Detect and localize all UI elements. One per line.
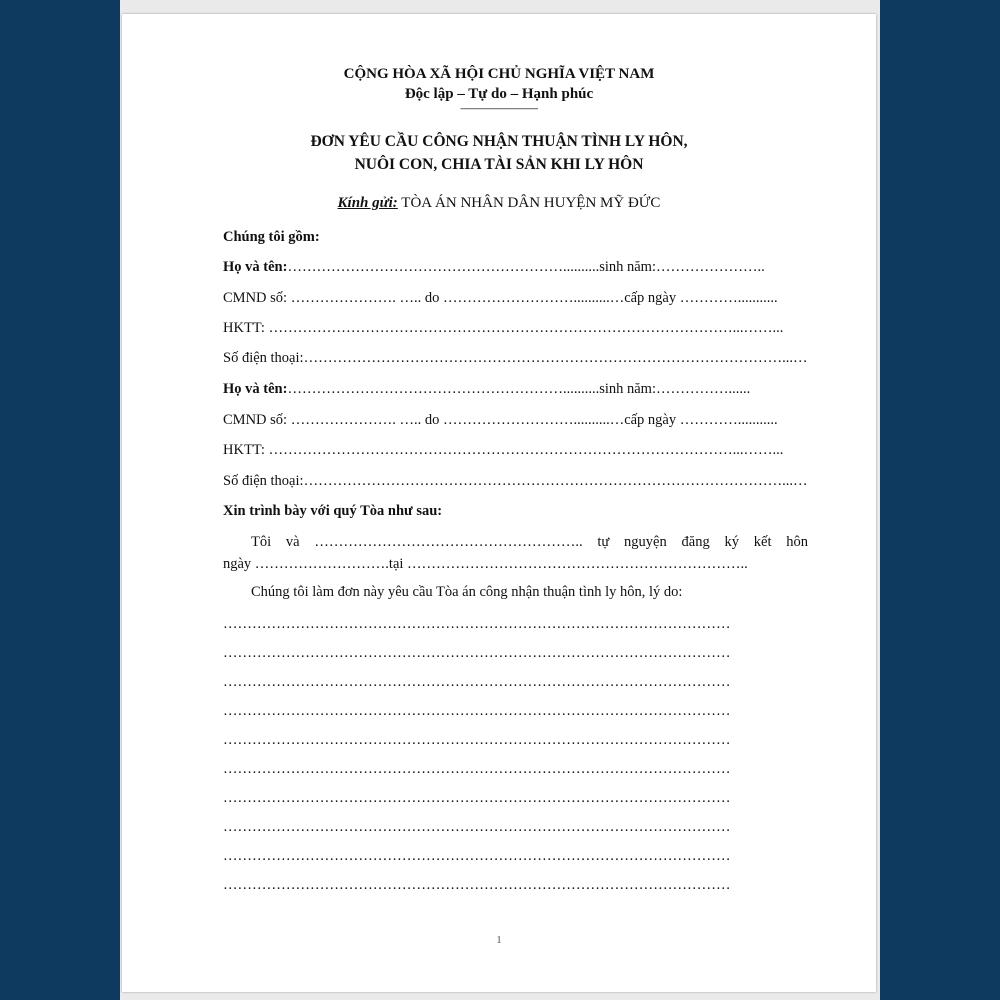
document-title-line2: NUÔI CON, CHIA TÀI SẢN KHI LY HÔN bbox=[354, 156, 644, 173]
header-separator: ------------------------------- bbox=[460, 103, 538, 113]
person2-birth-field[interactable]: ……………...... bbox=[655, 381, 751, 397]
person1-do-label: do bbox=[421, 290, 443, 306]
person1-name-field[interactable]: ………………………………………………….......... bbox=[287, 259, 600, 275]
paragraph1-line1: Tôi và ……………………………………………….. tự nguyện đăng ký kết hôn bbox=[251, 534, 808, 550]
person2-do-label: do bbox=[421, 412, 443, 428]
person2-name-row bbox=[223, 380, 808, 398]
person2-issue-label: cấp ngày bbox=[624, 412, 680, 428]
recipient-value: TÒA ÁN NHÂN DÂN HUYỆN MỸ ĐỨC bbox=[397, 195, 661, 211]
person1-do-field[interactable]: ………………………..........… bbox=[442, 290, 625, 306]
person1-name-label: Họ và tên: bbox=[223, 259, 288, 275]
person2-phone-field[interactable]: ………………………………………………………………………………………...… bbox=[303, 473, 808, 489]
person2-address-row bbox=[223, 441, 808, 459]
person1-issue-field[interactable]: …………........... bbox=[679, 290, 778, 306]
person2-birth-label: sinh năm: bbox=[599, 381, 656, 397]
person2-name-label: Họ và tên: bbox=[223, 381, 288, 397]
person1-address-field[interactable]: ……………………………………………………………………………………...……... bbox=[268, 320, 784, 336]
person2-phone-row bbox=[223, 472, 808, 490]
person2-do-field[interactable]: ………………………..........… bbox=[442, 412, 625, 428]
intro-text: Chúng tôi gồm: bbox=[223, 229, 320, 245]
motto: Độc lập – Tự do – Hạnh phúc bbox=[404, 86, 594, 102]
paragraph1-line2: ngày ……………………….tại …………………………………………………………….. bbox=[223, 556, 748, 572]
person2-address-label: HKTT: bbox=[223, 442, 269, 458]
blank-line[interactable]: …………………………………………………………………………………………… bbox=[223, 674, 731, 690]
person2-id-row bbox=[223, 411, 808, 429]
section-heading: Xin trình bày với quý Tòa như sau: bbox=[223, 503, 443, 519]
person1-id-label: CMND số: bbox=[223, 290, 291, 306]
blank-line[interactable]: …………………………………………………………………………………………… bbox=[223, 761, 731, 777]
blank-line[interactable]: …………………………………………………………………………………………… bbox=[223, 848, 731, 864]
document-page bbox=[122, 14, 876, 992]
person2-phone-label: Số điện thoại: bbox=[223, 473, 304, 489]
person2-issue-field[interactable]: …………........... bbox=[679, 412, 778, 428]
document-title-line1: ĐƠN YÊU CẦU CÔNG NHẬN THUẬN TÌNH LY HÔN, bbox=[310, 133, 688, 150]
person1-id-row bbox=[223, 289, 808, 307]
person1-address-row bbox=[223, 319, 808, 337]
blank-line[interactable]: …………………………………………………………………………………………… bbox=[223, 616, 731, 632]
person1-phone-field[interactable]: ………………………………………………………………………………………...… bbox=[303, 350, 808, 366]
nation-title: CỘNG HÒA XÃ HỘI CHỦ NGHĨA VIỆT NAM bbox=[343, 66, 655, 82]
blank-line[interactable]: …………………………………………………………………………………………… bbox=[223, 645, 731, 661]
person2-id-label: CMND số: bbox=[223, 412, 291, 428]
blank-line[interactable]: …………………………………………………………………………………………… bbox=[223, 790, 731, 806]
person1-birth-field[interactable]: ………………….. bbox=[655, 259, 765, 275]
recipient-label: Kính gửi: bbox=[337, 195, 398, 211]
person1-phone-row bbox=[223, 349, 808, 367]
person1-id-field[interactable]: …………………. ….. bbox=[290, 290, 422, 306]
blank-line[interactable]: …………………………………………………………………………………………… bbox=[223, 877, 731, 893]
person1-issue-label: cấp ngày bbox=[624, 290, 680, 306]
person2-name-field[interactable]: ………………………………………………….......... bbox=[287, 381, 600, 397]
person1-name-row bbox=[223, 258, 808, 276]
recipient bbox=[122, 195, 876, 212]
blank-line[interactable]: …………………………………………………………………………………………… bbox=[223, 819, 731, 835]
blank-line[interactable]: …………………………………………………………………………………………… bbox=[223, 732, 731, 748]
person1-birth-label: sinh năm: bbox=[599, 259, 656, 275]
person1-address-label: HKTT: bbox=[223, 320, 269, 336]
person1-phone-label: Số điện thoại: bbox=[223, 350, 304, 366]
paragraph2: Chúng tôi làm đơn này yêu cầu Tòa án công nhận thuận tình ly hôn, lý do: bbox=[251, 584, 683, 600]
page-number: 1 bbox=[496, 934, 502, 946]
person2-id-field[interactable]: …………………. ….. bbox=[290, 412, 422, 428]
blank-line[interactable]: …………………………………………………………………………………………… bbox=[223, 703, 731, 719]
person2-address-field[interactable]: ……………………………………………………………………………………...……... bbox=[268, 442, 784, 458]
